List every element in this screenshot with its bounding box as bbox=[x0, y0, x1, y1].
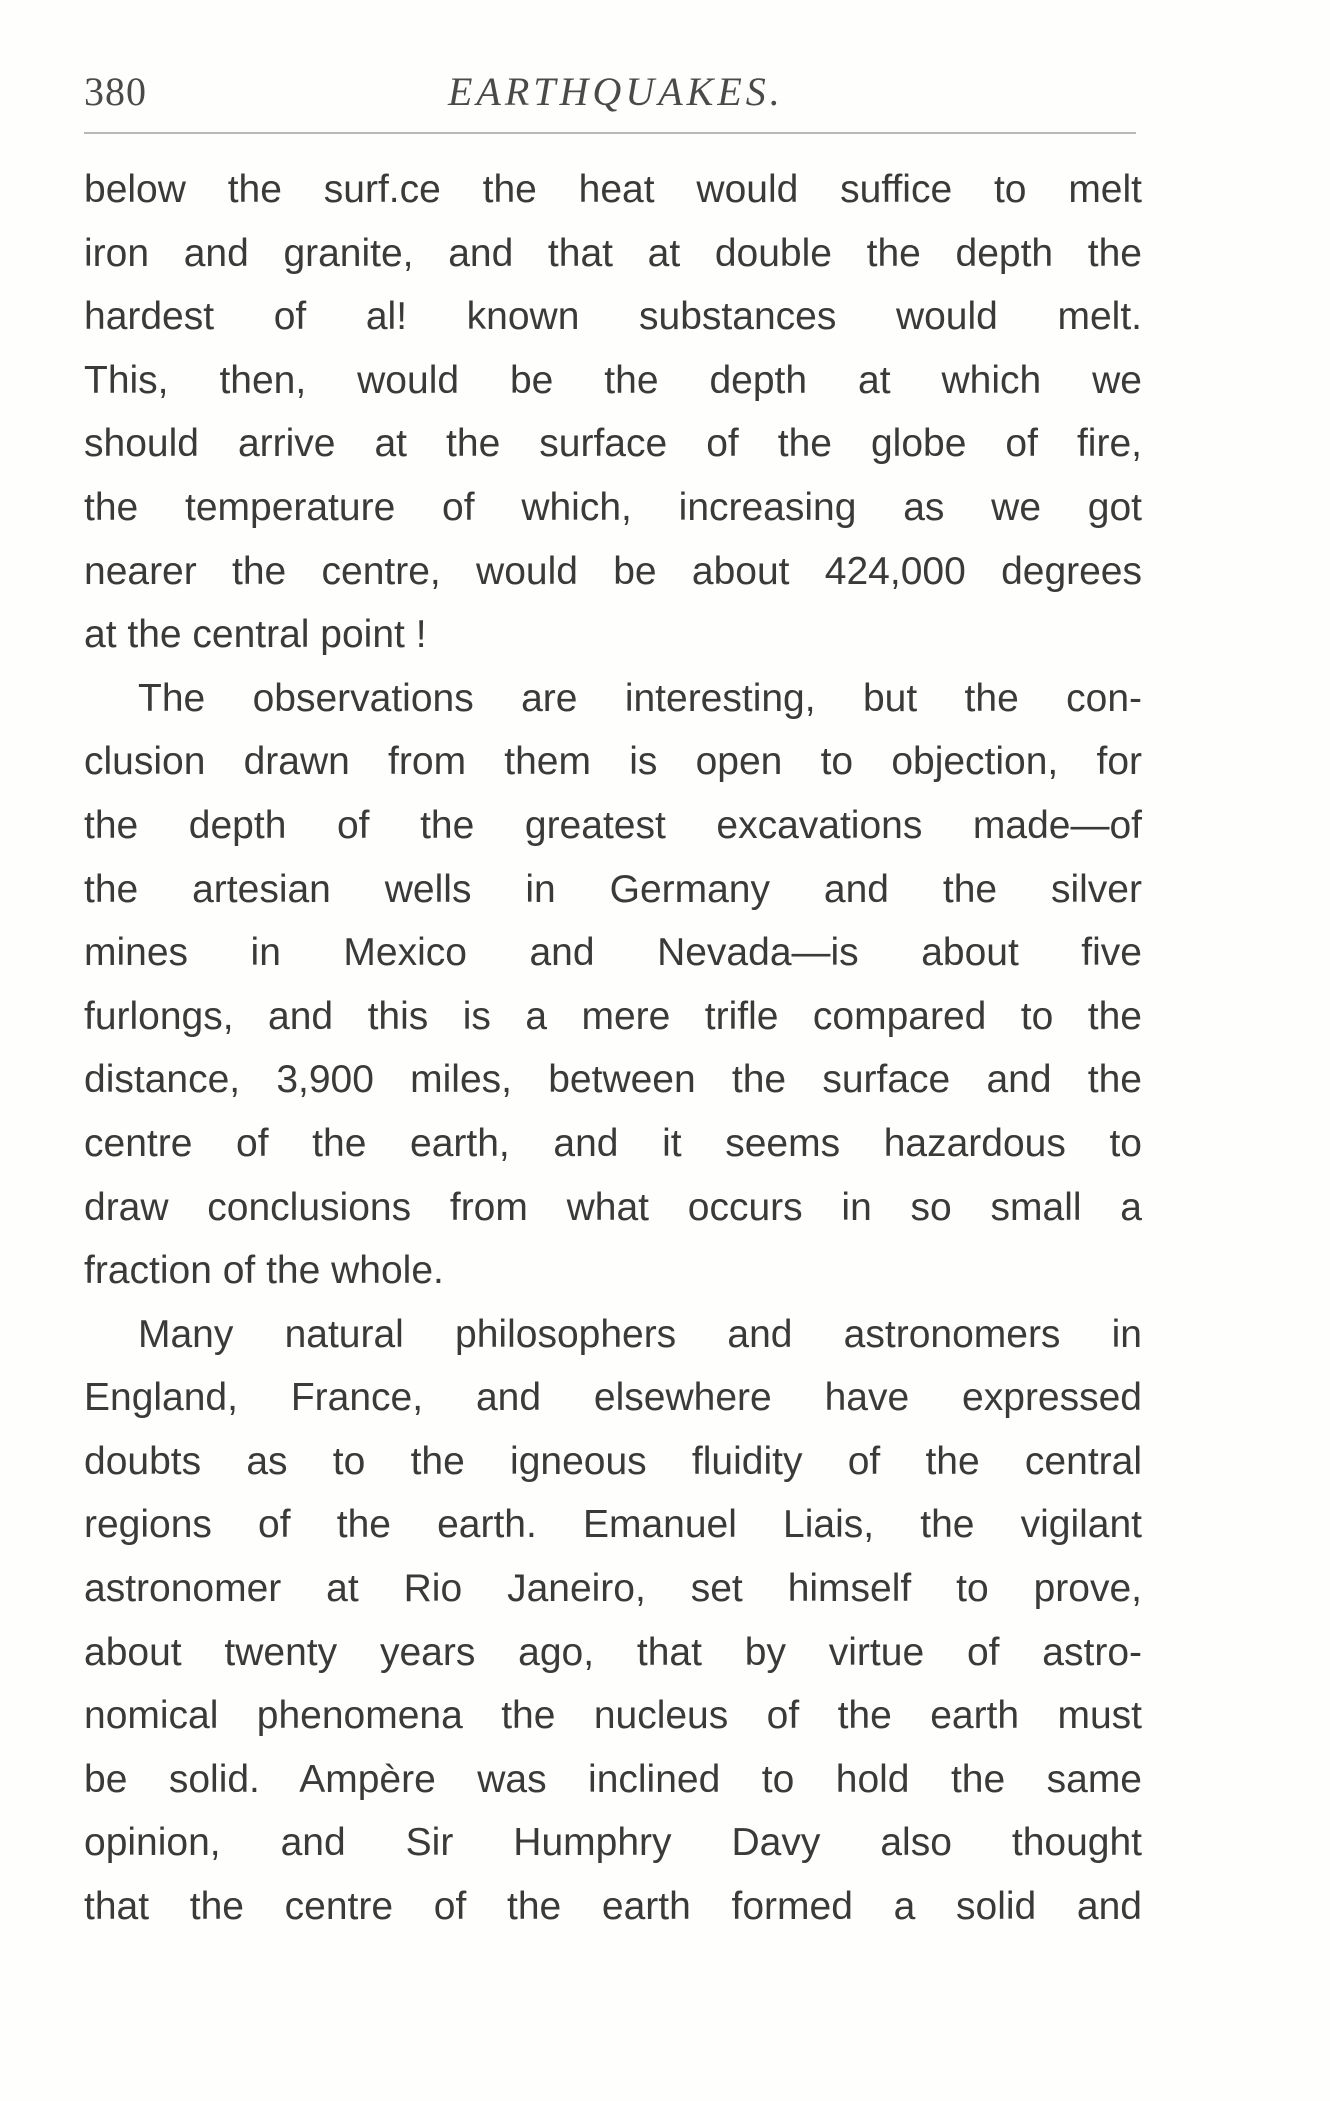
text-line: at the central point ! bbox=[84, 613, 427, 657]
text-line: clusion drawn from them is open to objection, for bbox=[84, 740, 1142, 784]
text-line: England, France, and elsewhere have expressed bbox=[84, 1376, 1142, 1420]
text-line: hardest of al! known substances would melt. bbox=[84, 295, 1142, 339]
text-line: distance, 3,900 miles, between the surface and the bbox=[84, 1058, 1142, 1102]
text-line: should arrive at the surface of the globe of fire, bbox=[84, 422, 1142, 466]
text-line: the artesian wells in Germany and the silver bbox=[84, 867, 1142, 911]
text-line: opinion, and Sir Humphry Davy also thought bbox=[84, 1821, 1142, 1865]
page-header bbox=[84, 60, 1144, 120]
text-line: mines in Mexico and Nevada—is about five bbox=[84, 931, 1142, 975]
text-line: fraction of the whole. bbox=[84, 1249, 444, 1293]
text-line: the depth of the greatest excavations made—of bbox=[84, 803, 1142, 847]
header-rule bbox=[84, 132, 1136, 134]
text-line: centre of the earth, and it seems hazardous to bbox=[84, 1121, 1142, 1165]
text-line: This, then, would be the depth at which we bbox=[84, 358, 1142, 402]
running-head: EARTHQUAKES. bbox=[448, 69, 784, 114]
text-line: nearer the centre, would be about 424,000 degrees bbox=[84, 549, 1142, 593]
text-line: about twenty years ago, that by virtue of astro- bbox=[84, 1630, 1142, 1674]
text-line: The observations are interesting, but the con- bbox=[138, 676, 1142, 720]
text-line: that the centre of the earth formed a solid and bbox=[84, 1885, 1142, 1929]
body-text bbox=[84, 158, 1142, 1939]
text-line: iron and granite, and that at double the depth the bbox=[84, 231, 1142, 275]
text-line: nomical phenomena the nucleus of the earth must bbox=[84, 1694, 1142, 1738]
text-line: doubts as to the igneous fluidity of the central bbox=[84, 1439, 1142, 1483]
text-line: the temperature of which, increasing as we got bbox=[84, 485, 1142, 529]
text-line: be solid. Ampère was inclined to hold the same bbox=[84, 1757, 1142, 1801]
text-line: astronomer at Rio Janeiro, set himself to prove, bbox=[84, 1567, 1142, 1611]
text-line: draw conclusions from what occurs in so small a bbox=[84, 1185, 1142, 1229]
text-line: furlongs, and this is a mere trifle compared to the bbox=[84, 994, 1142, 1038]
text-line: Many natural philosophers and astronomers in bbox=[138, 1312, 1142, 1356]
page-number: 380 bbox=[84, 69, 147, 114]
text-line: regions of the earth. Emanuel Liais, the vigilant bbox=[84, 1503, 1142, 1547]
text-line: below the surf.ce the heat would suffice to melt bbox=[84, 168, 1142, 211]
